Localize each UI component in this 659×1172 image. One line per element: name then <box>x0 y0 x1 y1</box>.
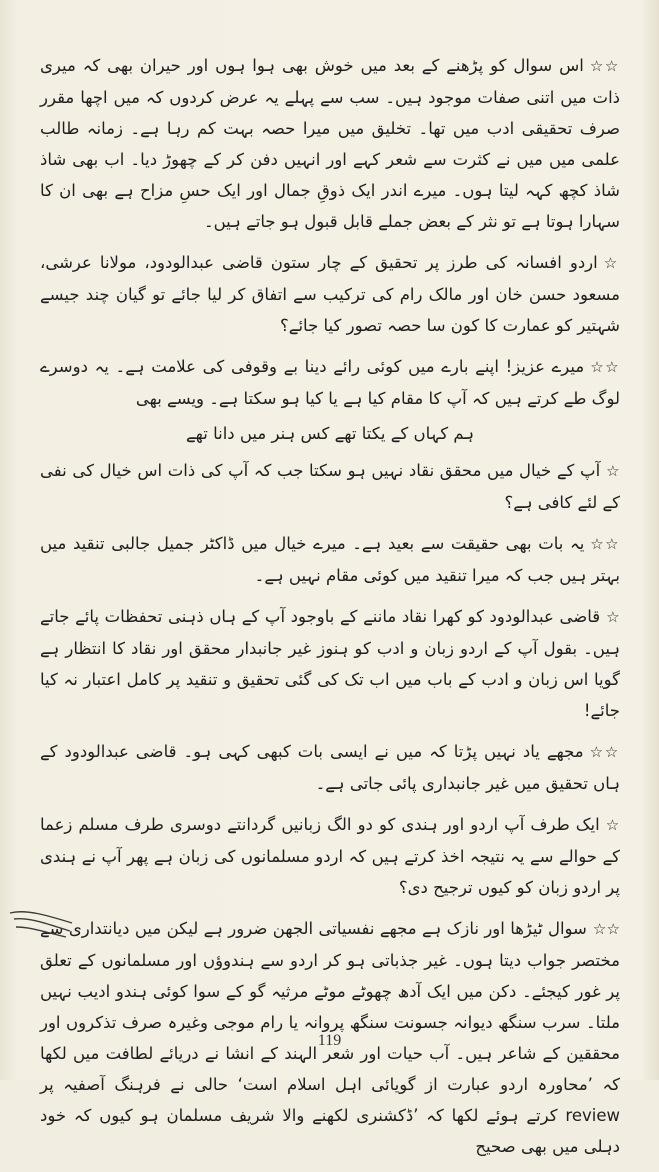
paragraph-text: مجھے یاد نہیں پڑتا کہ میں نے ایسی بات کبھی کہی ہو۔ قاضی عبدالودود کے ہاں تحقیق میں غیر جانبداری پائی جاتی ہے۔ <box>40 742 620 793</box>
verse-line <box>40 418 620 449</box>
star-marker: ☆ <box>603 254 620 272</box>
paragraph <box>40 351 620 414</box>
star-marker: ☆☆ <box>589 743 620 761</box>
body-text <box>40 50 620 1172</box>
pen-annotation-mark <box>6 905 76 945</box>
paragraph-text: ایک طرف آپ اردو اور ہندی کو دو الگ زبانیں گردانتے دوسری طرف مسلم زعما کے حوالے سے یہ نتیجہ اخذ کرتے ہیں کہ اردو مسلمانوں کی زبان ہے پھر آپ نے ہندی پر اردو زبان کو کیوں ترجیح دی؟ <box>40 815 620 897</box>
paragraph <box>40 528 620 591</box>
star-marker: ☆☆ <box>589 57 620 75</box>
paragraph-text: میرے عزیز! اپنے بارے میں کوئی رائے دینا بے وقوفی کی علامت ہے۔ یہ دوسرے لوگ طے کرتے ہیں کہ آپ کا مقام کیا ہے یا کیا ہو سکتا ہے۔ ویسے بھی <box>40 357 620 408</box>
star-marker: ☆ <box>606 608 620 626</box>
paragraph <box>40 247 620 341</box>
paragraph <box>40 736 620 799</box>
star-marker: ☆☆ <box>590 535 620 553</box>
paragraph <box>40 601 620 726</box>
paragraph-text: سوال ٹیڑھا اور نازک ہے مجھے نفسیاتی الجھن ضرور ہے لیکن میں دیانتداری سے مختصر جواب دیتا ہوں۔ غیر جذباتی ہو کر اردو سے ہندوؤں اور مسلمانوں کے تعلق پر غور کیجئے۔ دکن میں ایک آدھ چھوٹے موٹے مرثیہ گو کے سوا کوئی ہندو ادیب نہیں ملتا۔ سرب سنگھ دیوانہ جسونت سنگھ پروانہ یا رام موجی وغیرہ صرف تذکروں اور محققین کے شاعر ہیں۔ آب حیات اور شعر الہند کے انشا نے دریائے لطافت میں لکھا کہ ’محاورہ اردو عبارت از گویائی اہل اسلام است‘ حالی نے فرہنگ آصفیہ پر review کرتے ہوئے لکھا کہ ’ڈکشنری لکھنے والا شریف مسلمان ہو کیوں کہ خود دہلی میں بھی صحیح <box>40 919 620 1156</box>
paragraph-text: قاضی عبدالودود کو کھرا نقاد ماننے کے باوجود آپ کے ہاں ذہنی تحفظات پائے جاتے ہیں۔ بقول آپ کے اردو زبان و ادب کو ہنوز غیر جانبدار محقق اور نقاد کا انتظار ہے گویا اس زبان و ادب کے باب میں اب تک کی گئی تحقیق و تنقید پر کامل اعتبار نہ کیا جائے! <box>40 607 620 720</box>
star-marker: ☆☆ <box>592 920 620 938</box>
paragraph <box>40 455 620 518</box>
paragraph-text: یہ بات بھی حقیقت سے بعید ہے۔ میرے خیال میں ڈاکٹر جمیل جالبی تنقید میں بہتر ہیں جب کہ میرا تنقید میں کوئی مقام نہیں ہے۔ <box>40 534 620 585</box>
paragraph-text: اردو افسانہ کی طرز پر تحقیق کے چار ستون قاضی عبدالودود، مولانا عرشی، مسعود حسن خان اور مالک رام کی ترکیب سے اتفاق کر لیا جائے تو گیان چند جیسے شہتیر کو عمارت کا کون سا حصہ تصور کیا جائے؟ <box>40 253 620 335</box>
verse-text: ہم کہاں کے یکتا تھے کس ہنر میں دانا تھے <box>185 424 475 443</box>
page-number: 119 <box>317 1032 342 1049</box>
star-marker: ☆ <box>605 816 621 834</box>
paragraph-text: آپ کے خیال میں محقق نقاد نہیں ہو سکتا جب کہ آپ کی ذات اس خیال کی نفی کے لئے کافی ہے؟ <box>40 461 620 512</box>
star-marker: ☆ <box>606 462 620 480</box>
paragraph <box>40 50 620 237</box>
paragraph-text: اس سوال کو پڑھنے کے بعد میں خوش بھی ہوا ہوں اور حیران بھی کہ میری ذات میں اتنی صفات موجود ہیں۔ سب سے پہلے یہ عرض کردوں کہ میں اچھا مقرر صرف تحقیقی ادب میں تھا۔ تخلیق میں میرا حصہ بہت کم رہا ہے۔ زمانہ طالب علمی میں میں نے کثرت سے شعر کہے اور انہیں دفن کر کے چھوڑ دیا۔ اب بھی شاذ شاذ کچھ کہہ لیتا ہوں۔ میرے اندر ایک ذوقِ جمال اور ایک حسِ مزاح ہے بھی ان کا سہارا ہوتا ہے تو نثر کے بعض جملے قابل قبول ہو جاتے ہیں۔ <box>40 56 620 231</box>
paragraph <box>40 809 620 903</box>
star-marker: ☆☆ <box>590 358 620 376</box>
